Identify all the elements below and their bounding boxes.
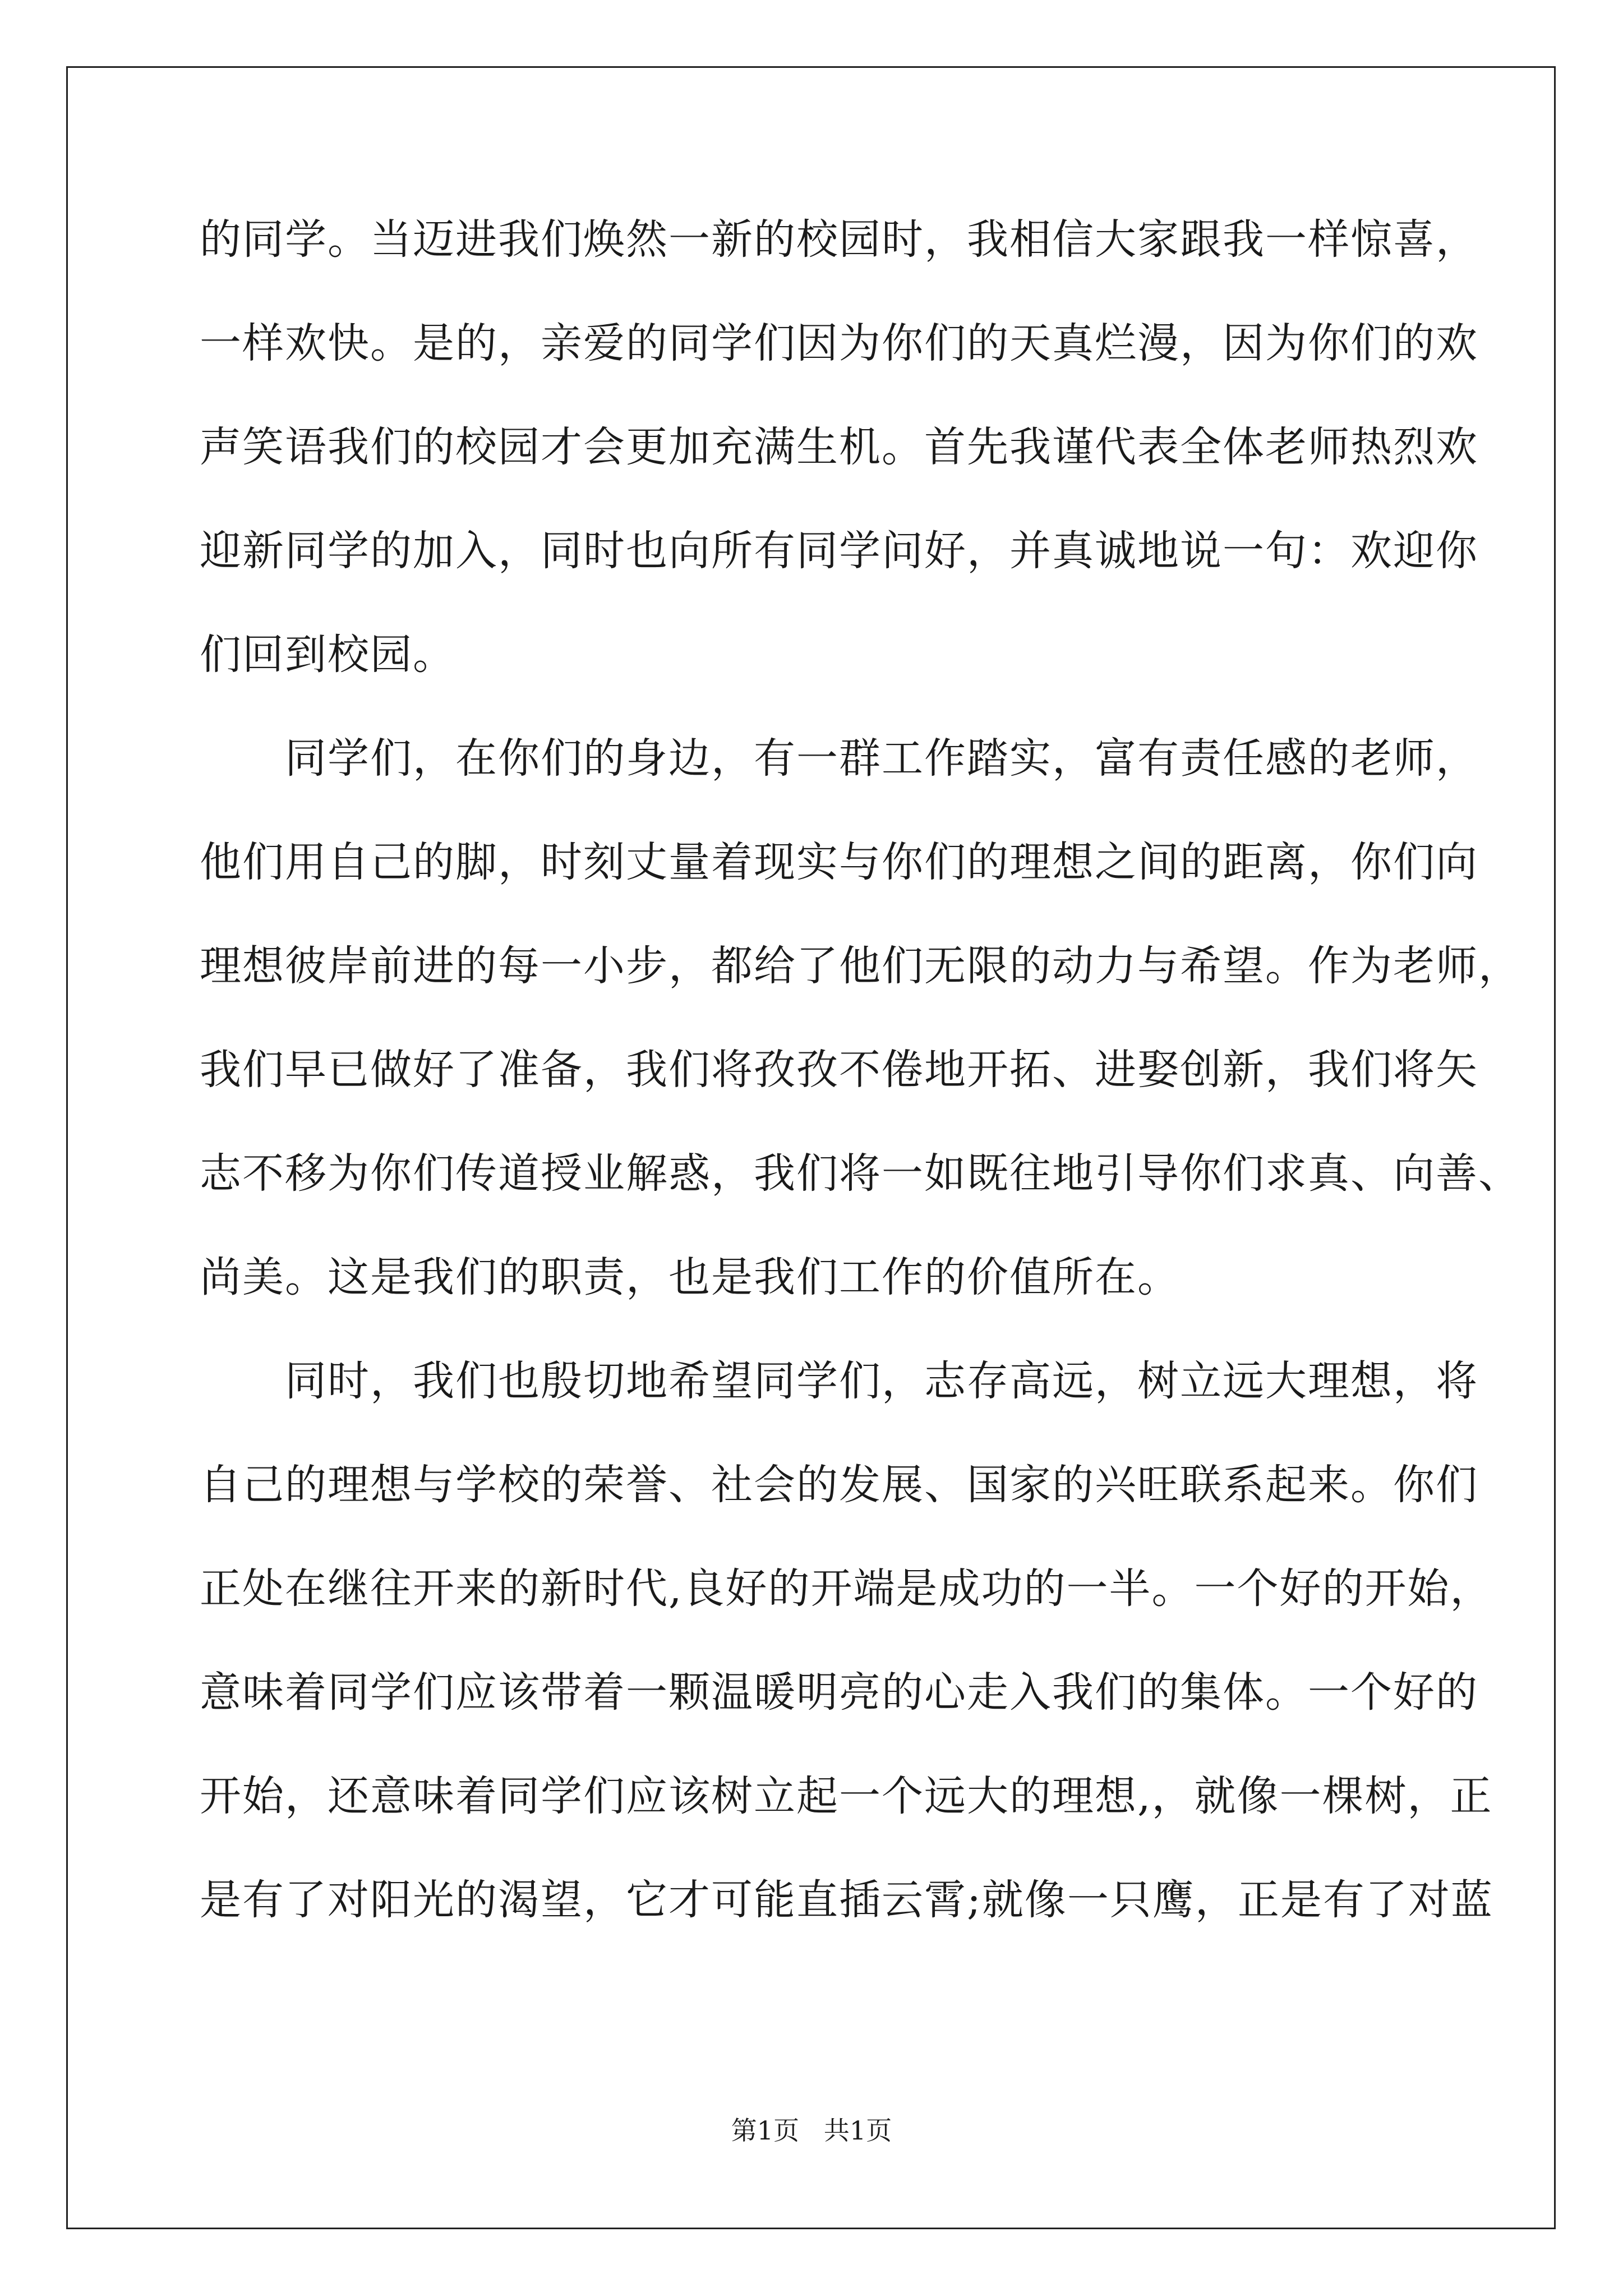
text-line: 同时，我们也殷切地希望同学们，志存高远，树立远大理想，将 — [200, 1357, 1478, 1405]
text-line: 理想彼岸前进的每一小步，都给了他们无限的动力与希望。作为老师， — [200, 942, 1521, 990]
text-line: 他们用自己的脚，时刻丈量着现实与你们的理想之间的距离，你们向 — [200, 838, 1478, 886]
text-line: 正处在继往开来的新时代,良好的开端是成功的一半。一个好的开始， — [200, 1565, 1493, 1613]
text-line: 尚美。这是我们的职责，也是我们工作的价值所在。 — [200, 1253, 1180, 1301]
text-line: 们回到校园。 — [200, 631, 455, 679]
text-line: 的同学。当迈进我们焕然一新的校园时，我相信大家跟我一样惊喜， — [200, 215, 1478, 264]
text-line: 迎新同学的加入，同时也向所有同学问好，并真诚地说一句：欢迎你 — [200, 527, 1478, 575]
text-line: 开始，还意味着同学们应该树立起一个远大的理想,，就像一棵树，正 — [200, 1772, 1493, 1820]
page-footer: 第1页 共1页 — [731, 2115, 892, 2146]
text-line: 意味着同学们应该带着一颗温暖明亮的心走入我们的集体。一个好的 — [200, 1668, 1478, 1717]
text-line: 声笑语我们的校园才会更加充满生机。首先我谨代表全体老师热烈欢 — [200, 423, 1478, 471]
text-line: 同学们，在你们的身边，有一群工作踏实，富有责任感的老师， — [200, 734, 1478, 783]
text-line: 一样欢快。是的，亲爱的同学们因为你们的天真烂漫，因为你们的欢 — [200, 319, 1478, 367]
text-line: 是有了对阳光的渴望，它才可能直插云霄;就像一只鹰，正是有了对蓝 — [200, 1876, 1493, 1924]
text-line: 自己的理想与学校的荣誉、社会的发展、国家的兴旺联系起来。你们 — [200, 1461, 1478, 1509]
text-line: 志不移为你们传道授业解惑，我们将一如既往地引导你们求真、向善、 — [200, 1149, 1521, 1198]
text-line: 我们早已做好了准备，我们将孜孜不倦地开拓、进娶创新，我们将矢 — [200, 1046, 1478, 1094]
